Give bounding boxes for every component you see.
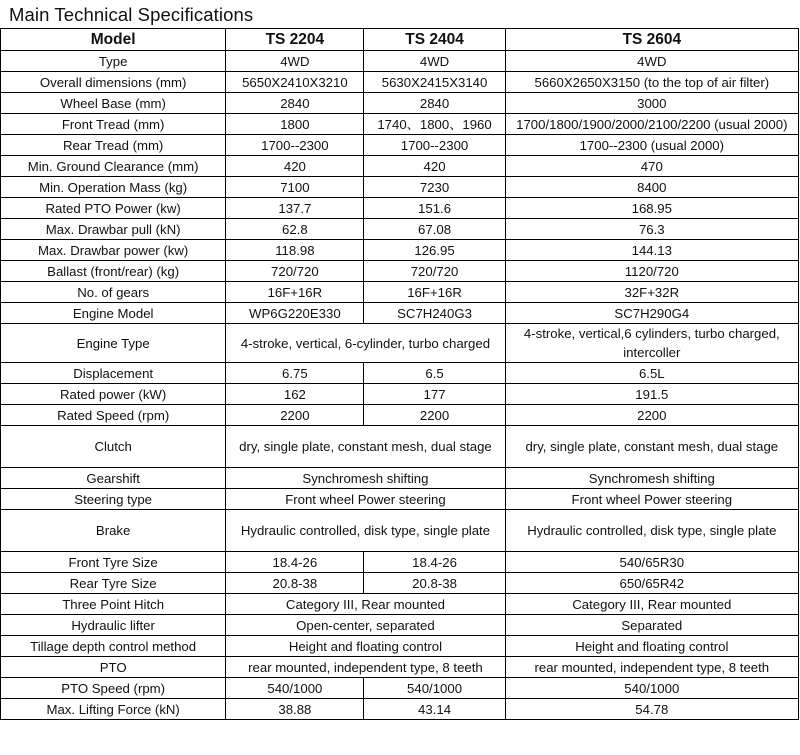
spec-value-shared: rear mounted, independent type, 8 teeth — [226, 657, 505, 678]
spec-value: WP6G220E330 — [226, 303, 364, 324]
spec-label: Engine Type — [1, 324, 226, 363]
spec-value: 20.8-38 — [364, 573, 505, 594]
spec-value: 2840 — [226, 93, 364, 114]
spec-value: 168.95 — [505, 198, 798, 219]
spec-value-shared: Hydraulic controlled, disk type, single plate — [226, 510, 505, 552]
spec-value: 5650X2410X3210 — [226, 72, 364, 93]
spec-value: 420 — [226, 156, 364, 177]
spec-label: Engine Model — [1, 303, 226, 324]
spec-value-shared: Front wheel Power steering — [226, 489, 505, 510]
spec-value: 2200 — [364, 405, 505, 426]
spec-value: 16F+16R — [226, 282, 364, 303]
spec-value: 7230 — [364, 177, 505, 198]
spec-value: 126.95 — [364, 240, 505, 261]
spec-value: 16F+16R — [364, 282, 505, 303]
spec-value: 4WD — [505, 51, 798, 72]
table-row — [1, 657, 799, 678]
page-title: Main Technical Specifications — [9, 4, 254, 25]
spec-value: 1700--2300 — [364, 135, 505, 156]
spec-value: 7100 — [226, 177, 364, 198]
spec-value: 2200 — [505, 405, 798, 426]
spec-value: 540/1000 — [505, 678, 798, 699]
spec-label: Rated Speed (rpm) — [1, 405, 226, 426]
spec-value: Category III, Rear mounted — [505, 594, 798, 615]
spec-value: 540/1000 — [226, 678, 364, 699]
spec-label: Rated power (kW) — [1, 384, 226, 405]
spec-value: SC7H240G3 — [364, 303, 505, 324]
spec-value: 4-stroke, vertical,6 cylinders, turbo charged, intercoller — [505, 324, 798, 363]
table-row — [1, 198, 799, 219]
spec-value: 2840 — [364, 93, 505, 114]
spec-label: Rear Tread (mm) — [1, 135, 226, 156]
spec-label: Rear Tyre Size — [1, 573, 226, 594]
spec-value: 118.98 — [226, 240, 364, 261]
spec-value: 5660X2650X3150 (to the top of air filter) — [505, 72, 798, 93]
spec-value: 4WD — [226, 51, 364, 72]
spec-label: Type — [1, 51, 226, 72]
spec-label: Overall dimensions (mm) — [1, 72, 226, 93]
spec-value-shared: Category III, Rear mounted — [226, 594, 505, 615]
spec-value: 1740、1800、1960 — [364, 114, 505, 135]
spec-value: 76.3 — [505, 219, 798, 240]
spec-value: 2200 — [226, 405, 364, 426]
table-row — [1, 405, 799, 426]
header-model-label: Model — [1, 29, 226, 51]
spec-value: 6.75 — [226, 363, 364, 384]
table-row — [1, 699, 799, 720]
spec-value: 67.08 — [364, 219, 505, 240]
table-row — [1, 282, 799, 303]
spec-value-shared: Open-center, separated — [226, 615, 505, 636]
spec-value: 470 — [505, 156, 798, 177]
spec-value: 540/65R30 — [505, 552, 798, 573]
table-row — [1, 489, 799, 510]
spec-label: Max. Lifting Force (kN) — [1, 699, 226, 720]
table-row — [1, 615, 799, 636]
table-row — [1, 72, 799, 93]
spec-value: SC7H290G4 — [505, 303, 798, 324]
spec-value: 151.6 — [364, 198, 505, 219]
spec-value: 18.4-26 — [364, 552, 505, 573]
table-row — [1, 426, 799, 468]
spec-value: 177 — [364, 384, 505, 405]
spec-value: Front wheel Power steering — [505, 489, 798, 510]
spec-value: 38.88 — [226, 699, 364, 720]
spec-label: PTO — [1, 657, 226, 678]
table-row — [1, 468, 799, 489]
table-row — [1, 261, 799, 282]
table-row — [1, 51, 799, 72]
table-row — [1, 240, 799, 261]
spec-label: Min. Operation Mass (kg) — [1, 177, 226, 198]
spec-value: 54.78 — [505, 699, 798, 720]
table-row — [1, 303, 799, 324]
spec-label: Rated PTO Power (kw) — [1, 198, 226, 219]
table-row — [1, 552, 799, 573]
table-row — [1, 135, 799, 156]
spec-value: 62.8 — [226, 219, 364, 240]
spec-value-shared: Synchromesh shifting — [226, 468, 505, 489]
spec-value: 191.5 — [505, 384, 798, 405]
table-row — [1, 573, 799, 594]
spec-label: Max. Drawbar pull (kN) — [1, 219, 226, 240]
table-row — [1, 177, 799, 198]
specifications-table — [0, 28, 799, 720]
table-row — [1, 219, 799, 240]
spec-value: 32F+32R — [505, 282, 798, 303]
table-row — [1, 114, 799, 135]
spec-value: 650/65R42 — [505, 573, 798, 594]
spec-label: Tillage depth control method — [1, 636, 226, 657]
spec-value: 144.13 — [505, 240, 798, 261]
spec-value: 3000 — [505, 93, 798, 114]
spec-value: Separated — [505, 615, 798, 636]
spec-label: Gearshift — [1, 468, 226, 489]
spec-label: Brake — [1, 510, 226, 552]
spec-value: 720/720 — [226, 261, 364, 282]
spec-value: 18.4-26 — [226, 552, 364, 573]
spec-label: Three Point Hitch — [1, 594, 226, 615]
table-row — [1, 384, 799, 405]
table-header-row — [1, 29, 799, 51]
spec-value: Hydraulic controlled, disk type, single plate — [505, 510, 798, 552]
spec-value: Synchromesh shifting — [505, 468, 798, 489]
spec-value-shared: dry, single plate, constant mesh, dual stage — [226, 426, 505, 468]
spec-value: 4WD — [364, 51, 505, 72]
spec-value: 1700/1800/1900/2000/2100/2200 (usual 2000) — [505, 114, 798, 135]
spec-value: 1700--2300 (usual 2000) — [505, 135, 798, 156]
spec-value: 6.5 — [364, 363, 505, 384]
spec-label: Min. Ground Clearance (mm) — [1, 156, 226, 177]
table-row — [1, 156, 799, 177]
table-row — [1, 363, 799, 384]
spec-label: Displacement — [1, 363, 226, 384]
spec-value: 420 — [364, 156, 505, 177]
spec-value: 1120/720 — [505, 261, 798, 282]
header-model-ts2204: TS 2204 — [226, 29, 364, 51]
spec-value: dry, single plate, constant mesh, dual stage — [505, 426, 798, 468]
spec-label: Wheel Base (mm) — [1, 93, 226, 114]
table-row — [1, 678, 799, 699]
spec-value: 5630X2415X3140 — [364, 72, 505, 93]
spec-label: Hydraulic lifter — [1, 615, 226, 636]
spec-label: Clutch — [1, 426, 226, 468]
spec-value: 1800 — [226, 114, 364, 135]
table-row — [1, 594, 799, 615]
spec-label: Front Tyre Size — [1, 552, 226, 573]
table-row — [1, 510, 799, 552]
spec-value-shared: 4-stroke, vertical, 6-cylinder, turbo charged — [226, 324, 505, 363]
spec-value: 162 — [226, 384, 364, 405]
spec-label: Front Tread (mm) — [1, 114, 226, 135]
spec-label: No. of gears — [1, 282, 226, 303]
table-body — [1, 51, 799, 720]
spec-label: Ballast (front/rear) (kg) — [1, 261, 226, 282]
spec-label: Steering type — [1, 489, 226, 510]
table-row — [1, 324, 799, 363]
spec-value: 540/1000 — [364, 678, 505, 699]
spec-value-shared: Height and floating control — [226, 636, 505, 657]
spec-value: 720/720 — [364, 261, 505, 282]
table-row — [1, 93, 799, 114]
spec-value: 43.14 — [364, 699, 505, 720]
spec-label: PTO Speed (rpm) — [1, 678, 226, 699]
header-model-ts2604: TS 2604 — [505, 29, 798, 51]
table-row — [1, 636, 799, 657]
spec-value: 1700--2300 — [226, 135, 364, 156]
spec-value: 6.5L — [505, 363, 798, 384]
spec-value: rear mounted, independent type, 8 teeth — [505, 657, 798, 678]
spec-value: 8400 — [505, 177, 798, 198]
spec-value: 137.7 — [226, 198, 364, 219]
spec-value: 20.8-38 — [226, 573, 364, 594]
spec-value: Height and floating control — [505, 636, 798, 657]
spec-label: Max. Drawbar power (kw) — [1, 240, 226, 261]
header-model-ts2404: TS 2404 — [364, 29, 505, 51]
